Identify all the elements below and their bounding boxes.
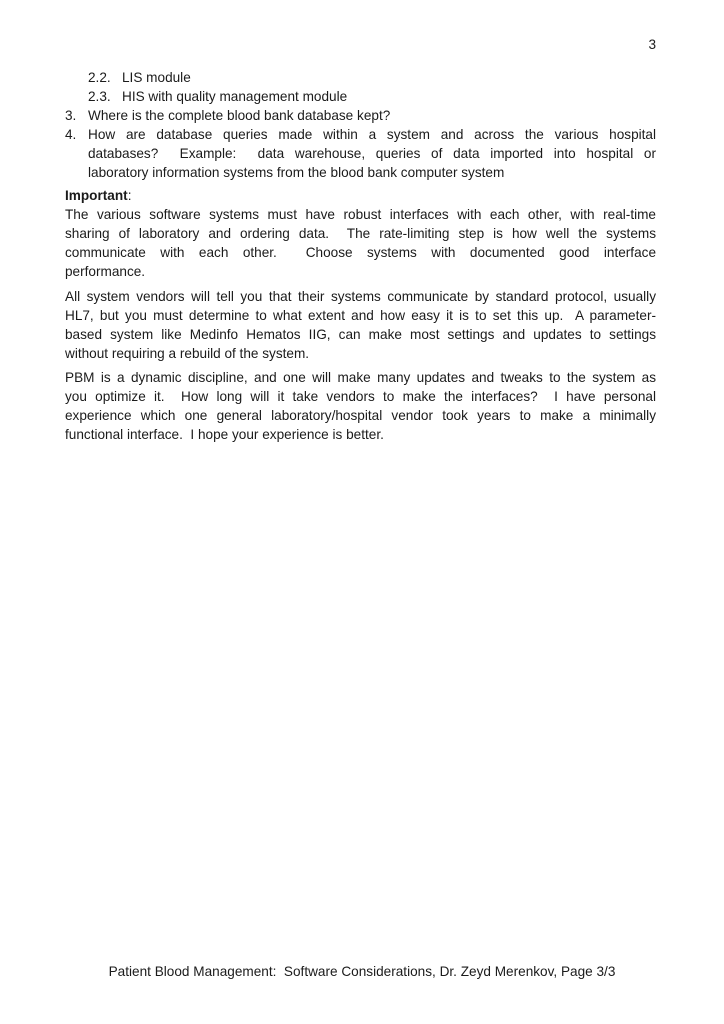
text-line: functional interface. I hope your experience is better.: [65, 427, 384, 442]
list-item-number: 3.: [65, 108, 77, 123]
list-item-number: 4.: [65, 127, 77, 142]
text-line: without requiring a rebuild of the system.: [65, 346, 310, 361]
text-line: experience which one general laboratory/hospital vendor took years to make a minimally: [65, 408, 656, 423]
text-line: performance.: [65, 264, 146, 279]
list-item-2-3: [88, 87, 656, 106]
important-colon: :: [127, 188, 132, 203]
text-line: sharing of laboratory and ordering data. The rate-limiting step is how well the systems: [65, 226, 656, 241]
pbm-paragraph: [65, 368, 656, 444]
vendors-paragraph: [65, 287, 656, 363]
page-number: 3: [648, 37, 656, 52]
paragraph-lines: [65, 368, 656, 444]
text-line: you optimize it. How long will it take vendors to make the interfaces? I have personal: [65, 389, 656, 404]
important-label: Important: [65, 188, 128, 203]
text-line: communicate with each other. Choose systems with documented good interface: [65, 245, 656, 260]
list-item-4: [65, 125, 656, 182]
list-item-number: 2.3.: [88, 89, 111, 104]
list-item-text: [88, 125, 656, 182]
paragraph-lines: [65, 287, 656, 363]
page-footer: Patient Blood Management: Software Considerations, Dr. Zeyd Merenkov, Page 3/3: [108, 964, 616, 979]
numbered-list: [65, 68, 656, 182]
text-line: How are database queries made within a system and across the various hospital: [88, 127, 656, 142]
list-item-text: LIS module: [122, 70, 191, 85]
important-heading: [65, 186, 656, 205]
list-item-text: Where is the complete blood bank database kept?: [88, 108, 391, 123]
text-line: based system like Medinfo Hematos IIG, can make most settings and updates to settings: [65, 327, 656, 342]
list-item-text: HIS with quality management module: [122, 89, 348, 104]
text-line: All system vendors will tell you that their systems communicate by standard protocol, usually: [65, 289, 656, 304]
important-paragraph: [65, 205, 656, 281]
list-item-number: 2.2.: [88, 70, 111, 85]
text-line: laboratory information systems from the blood bank computer system: [88, 165, 505, 180]
text-line: PBM is a dynamic discipline, and one will make many updates and tweaks to the system as: [65, 370, 656, 385]
list-item-2-2: [88, 68, 656, 87]
text-line: databases? Example: data warehouse, queries of data imported into hospital or: [88, 146, 656, 161]
text-line: HL7, but you must determine to what extent and how easy it is to set this up. A parameter-: [65, 308, 656, 323]
list-item-3: [65, 106, 656, 125]
text-line: The various software systems must have robust interfaces with each other, with real-time: [65, 207, 656, 222]
important-section: [65, 186, 656, 281]
